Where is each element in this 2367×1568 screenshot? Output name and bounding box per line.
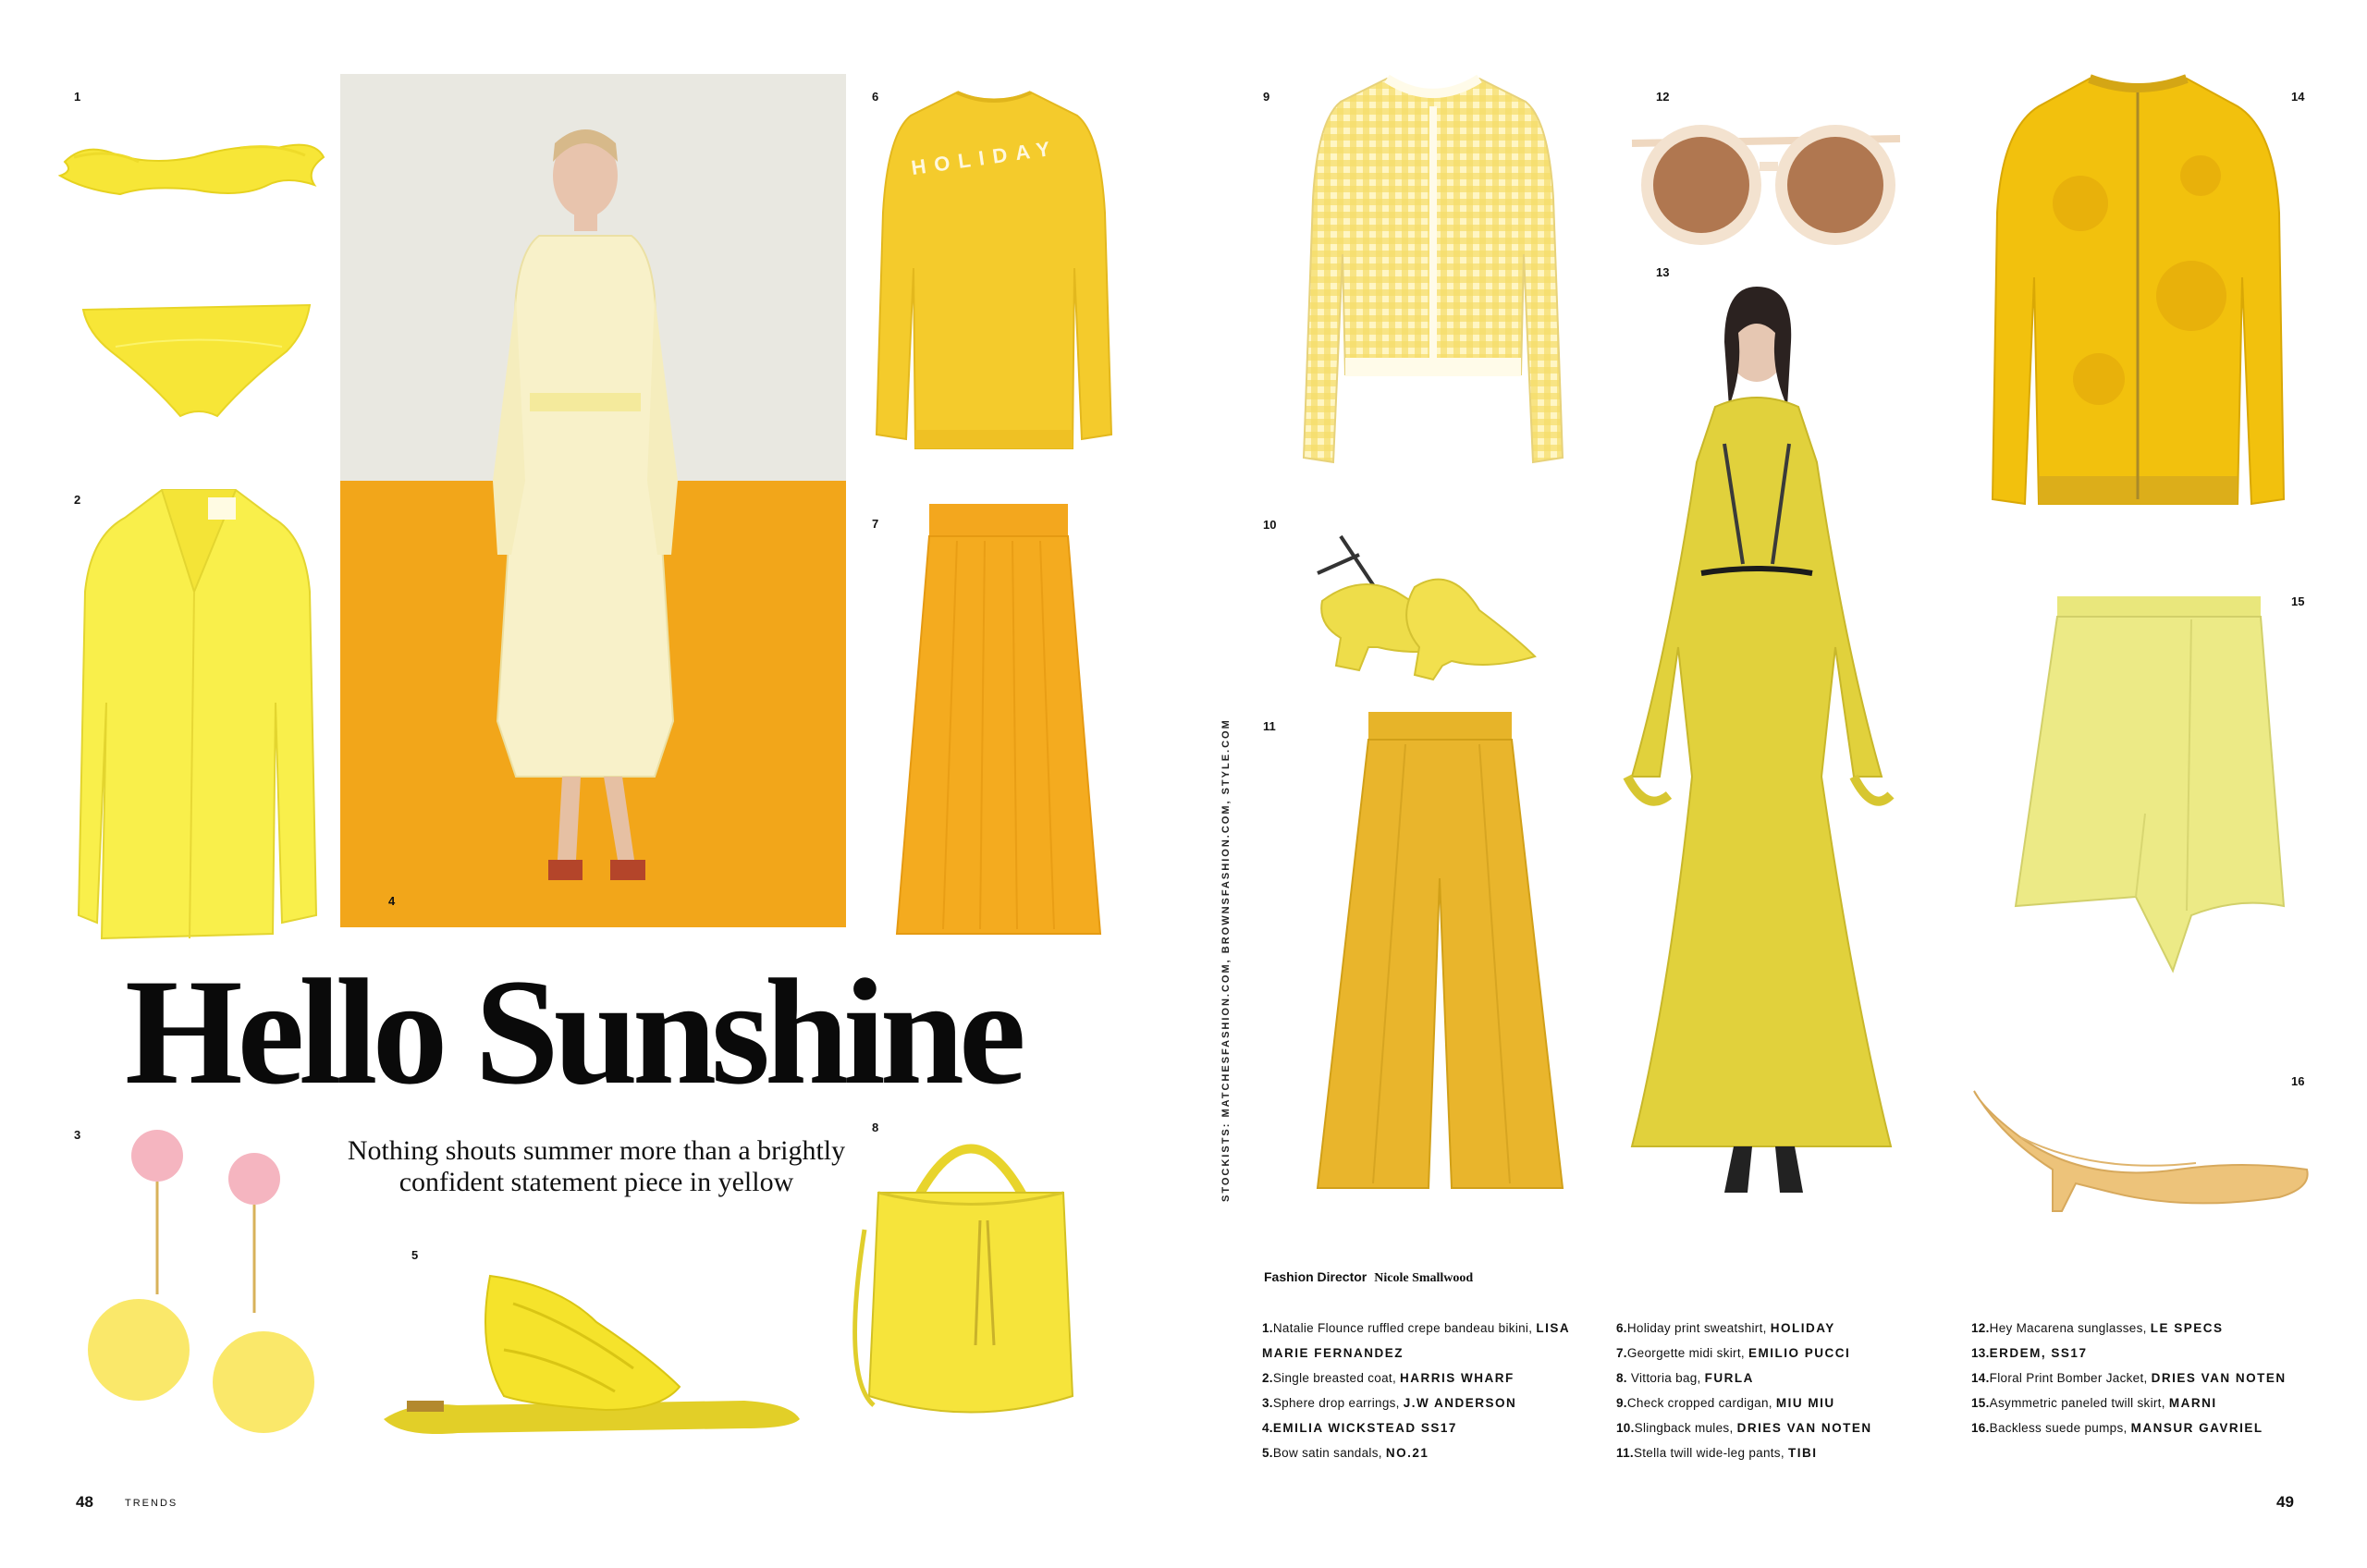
credit-description: Backless suede pumps, <box>1989 1421 2131 1435</box>
item-number: 15 <box>2291 594 2305 608</box>
item-number: 12 <box>1656 90 1670 104</box>
credit-brand: NO.21 <box>1385 1446 1429 1460</box>
credit-number: 16. <box>1971 1421 1990 1435</box>
credit-line <box>1971 1316 2287 1341</box>
credit-brand: DRIES VAN NOTEN <box>2151 1371 2287 1385</box>
item-number: 4 <box>388 894 396 908</box>
folio-left: 48 <box>76 1493 93 1511</box>
item-number: 8 <box>872 1121 879 1134</box>
credit-brand: TIBI <box>1787 1446 1818 1460</box>
credit-role: Fashion Director <box>1264 1269 1367 1284</box>
page-subtitle <box>319 1135 874 1198</box>
credit-brand: DRIES VAN NOTEN <box>1736 1421 1872 1435</box>
wide-leg-pants-image <box>1299 703 1576 1197</box>
credit-description: Slingback mules, <box>1634 1421 1737 1435</box>
subtitle-line-2: confident statement piece in yellow <box>399 1167 794 1197</box>
page-title: Hello Sunshine <box>125 949 1021 1116</box>
item-number: 3 <box>74 1128 81 1142</box>
credit-number: 8. <box>1616 1371 1627 1385</box>
fashion-director-credit <box>1264 1269 1473 1286</box>
credit-brand: MIU MIU <box>1775 1396 1835 1410</box>
credit-description: Georgette midi skirt, <box>1626 1346 1748 1360</box>
credit-line <box>1616 1440 1872 1465</box>
credit-brand: EMILIO PUCCI <box>1748 1346 1851 1360</box>
credit-line <box>1262 1366 1570 1390</box>
credit-number: 12. <box>1971 1321 1990 1335</box>
credit-description: Vittoria bag, <box>1626 1371 1705 1385</box>
credit-brand: HOLIDAY <box>1770 1321 1835 1335</box>
earrings-image <box>83 1119 333 1470</box>
asymmetric-skirt-image <box>2006 592 2305 980</box>
yellow-bucket-bag-image <box>837 1100 1105 1428</box>
credit-line <box>1971 1366 2287 1390</box>
runway-photo-erdem <box>1576 259 1937 1211</box>
item-number: 11 <box>1263 719 1276 733</box>
sunglasses-image <box>1623 111 1919 250</box>
credit-line <box>1971 1390 2287 1415</box>
section-label: TRENDS <box>125 1498 178 1509</box>
item-number: 6 <box>872 90 879 104</box>
stockists-text: STOCKISTS: MATCHESFASHION.COM, BROWNSFASHION.COM, STYLE.COM <box>1220 718 1232 1202</box>
item-number: 14 <box>2291 90 2305 104</box>
credit-description: Asymmetric paneled twill skirt, <box>1989 1396 2169 1410</box>
bikini-top-image <box>55 120 333 213</box>
orange-midi-skirt-image <box>892 499 1105 943</box>
credit-line <box>1262 1440 1570 1465</box>
credit-number: 7. <box>1616 1346 1627 1360</box>
credit-line <box>1971 1415 2287 1440</box>
yellow-coat-image <box>74 481 324 943</box>
credit-line <box>1262 1316 1570 1341</box>
runway-photo-emilia-wickstead <box>340 74 846 927</box>
credit-description: Holiday print sweatshirt, <box>1626 1321 1771 1335</box>
subtitle-line-1: Nothing shouts summer more than a brightly <box>347 1135 846 1166</box>
credit-number: 3. <box>1262 1396 1273 1410</box>
credits-column-3 <box>1971 1316 2287 1440</box>
slingback-mules-image <box>1304 508 1553 684</box>
bikini-bottom-image <box>79 296 319 425</box>
item-number: 1 <box>74 90 81 104</box>
item-number: 16 <box>2291 1074 2305 1088</box>
credit-description: Bow satin sandals, <box>1272 1446 1386 1460</box>
credit-brand: MARNI <box>2168 1396 2217 1410</box>
sweatshirt-print-text: HOLIDAY <box>909 135 1060 180</box>
credit-number: 4. <box>1262 1421 1273 1435</box>
bow-sandal-image <box>374 1248 809 1461</box>
credit-line <box>1262 1415 1570 1440</box>
credits-column-1 <box>1262 1316 1570 1465</box>
credit-description: Single breasted coat, <box>1272 1371 1401 1385</box>
item-number: 7 <box>872 517 879 531</box>
credit-brand: LISA <box>1536 1321 1571 1335</box>
credit-number: 10. <box>1616 1421 1635 1435</box>
holiday-sweatshirt-image <box>869 83 1119 453</box>
credit-brand: HARRIS WHARF <box>1400 1371 1515 1385</box>
item-number: 5 <box>411 1248 419 1262</box>
credit-number: 1. <box>1262 1321 1273 1335</box>
credit-line <box>1616 1316 1872 1341</box>
credit-brand: FURLA <box>1704 1371 1754 1385</box>
credit-description: Check cropped cardigan, <box>1626 1396 1776 1410</box>
item-number: 2 <box>74 493 81 507</box>
credit-brand: LE SPECS <box>2150 1321 2224 1335</box>
credit-description: Sphere drop earrings, <box>1272 1396 1404 1410</box>
credit-description: Floral Print Bomber Jacket, <box>1989 1371 2152 1385</box>
credit-line <box>1971 1341 2287 1366</box>
suede-pumps-image <box>1965 1082 2316 1220</box>
credit-number: 15. <box>1971 1396 1990 1410</box>
credit-brand: J.W ANDERSON <box>1403 1396 1517 1410</box>
credit-number: 14. <box>1971 1371 1990 1385</box>
credit-brand: MARIE FERNANDEZ <box>1262 1346 1404 1360</box>
credits-column-2 <box>1616 1316 1872 1465</box>
credit-brand: ERDEM, SS17 <box>1989 1346 2088 1360</box>
credit-number: 13. <box>1971 1346 1990 1360</box>
credit-description: Natalie Flounce ruffled crepe bandeau bikini, <box>1272 1321 1537 1335</box>
credit-name: Nicole Smallwood <box>1374 1271 1474 1285</box>
folio-right: 49 <box>2276 1493 2294 1511</box>
credit-brand: MANSUR GAVRIEL <box>2130 1421 2263 1435</box>
credit-description: Stella twill wide-leg pants, <box>1633 1446 1788 1460</box>
credit-number: 2. <box>1262 1371 1273 1385</box>
credit-description: Hey Macarena sunglasses, <box>1989 1321 2151 1335</box>
credit-number: 5. <box>1262 1446 1273 1460</box>
credit-number: 6. <box>1616 1321 1627 1335</box>
credit-line <box>1616 1415 1872 1440</box>
item-number: 9 <box>1263 90 1270 104</box>
credit-line <box>1262 1390 1570 1415</box>
floral-bomber-jacket-image <box>1960 65 2316 513</box>
credit-line <box>1616 1366 1872 1390</box>
credit-line <box>1616 1390 1872 1415</box>
credit-number: 9. <box>1616 1396 1627 1410</box>
credit-brand: EMILIA WICKSTEAD SS17 <box>1272 1421 1457 1435</box>
credit-line <box>1262 1341 1570 1366</box>
credit-number: 11. <box>1616 1446 1634 1460</box>
item-number: 13 <box>1656 265 1670 279</box>
item-number: 10 <box>1263 518 1277 532</box>
gingham-cardigan-image <box>1285 69 1581 472</box>
credit-line <box>1616 1341 1872 1366</box>
